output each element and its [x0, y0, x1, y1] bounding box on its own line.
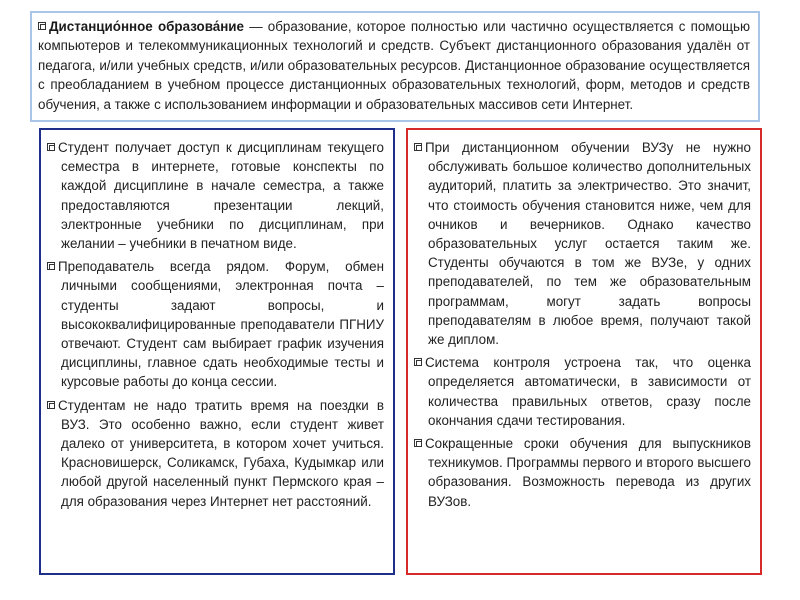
list-item	[47, 138, 384, 253]
intro-term: Дистанцио́нное образова́ние	[49, 19, 244, 34]
checkbox-bullet-icon	[414, 439, 422, 447]
list-item	[47, 396, 384, 511]
checkbox-bullet-icon	[47, 262, 55, 270]
list-item-text: Преподаватель всегда рядом. Форум, обмен личными сообщениями, электронная почта – студенты задают вопросы, и высококвалифицированные преподаватели ПГНИУ отвечают. Студент сам выбирает график изучения дисциплины, главное сдать необходимые тесты и курсовые работы до конца сессии.	[58, 259, 384, 390]
checkbox-bullet-icon	[38, 22, 46, 30]
list-item-text: Сокращенные сроки обучения для выпускников техникумов. Программы первого и второго высшего образования. Возможность перевода из других ВУЗов.	[425, 436, 751, 509]
checkbox-bullet-icon	[414, 143, 422, 151]
list-item	[414, 138, 751, 349]
list-item	[47, 257, 384, 391]
checkbox-bullet-icon	[47, 401, 55, 409]
intro-box	[30, 11, 760, 122]
checkbox-bullet-icon	[47, 143, 55, 151]
intro-definition: — образование, которое полностью или частично осуществляется с помощью компьютеров и телекоммуникационных технологий и средств. Субъект дистанционного образования удалён от педагога, и/или учебных средств, и/или образовательных ресурсов. Дистанционное образование осуществляется с преобладанием в учебном процессе дистанционных образовательных технологий, форм, методов и средств обучения, а также с использованием информации и образовательных массивов сети Интернет.	[38, 19, 750, 112]
list-item	[414, 353, 751, 430]
list-item	[414, 434, 751, 511]
right-column	[406, 128, 762, 575]
checkbox-bullet-icon	[414, 358, 422, 366]
intro-paragraph	[38, 17, 750, 114]
list-item-text: При дистанционном обучении ВУЗу не нужно обслуживать большое количество дополнительных аудиторий, платить за электричество. Это значит, что стоимость обучения становится ниже, чем для очников и вечерников. Однако качество образовательных услуг остается таким же. Студенты обучаются в том же ВУЗе, у одних преподавателей, по тем же образовательным программам, могут задать вопросы преподавателям в любое время, получают такой же диплом.	[425, 140, 751, 348]
list-item-text: Студентам не надо тратить время на поездки в ВУЗ. Это особенно важно, если студент живет далеко от университета, в котором хочет учиться. Красновишерск, Соликамск, Губаха, Кудымкар или любой другой населенный пункт Пермского края – для образования через Интернет нет расстояний.	[58, 397, 384, 509]
list-item-text: Система контроля устроена так, что оценка определяется автоматически, в зависимости от количества правильных ответов, сразу после окончания сдачи тестирования.	[425, 355, 751, 428]
left-column	[39, 128, 395, 575]
list-item-text: Студент получает доступ к дисциплинам текущего семестра в интернете, готовые конспекты по каждой дисциплине в начале семестра, а также предоставляются презентации лекций, электронные учебники по дисциплинам, при желании – учебники в печатном виде.	[58, 140, 384, 252]
